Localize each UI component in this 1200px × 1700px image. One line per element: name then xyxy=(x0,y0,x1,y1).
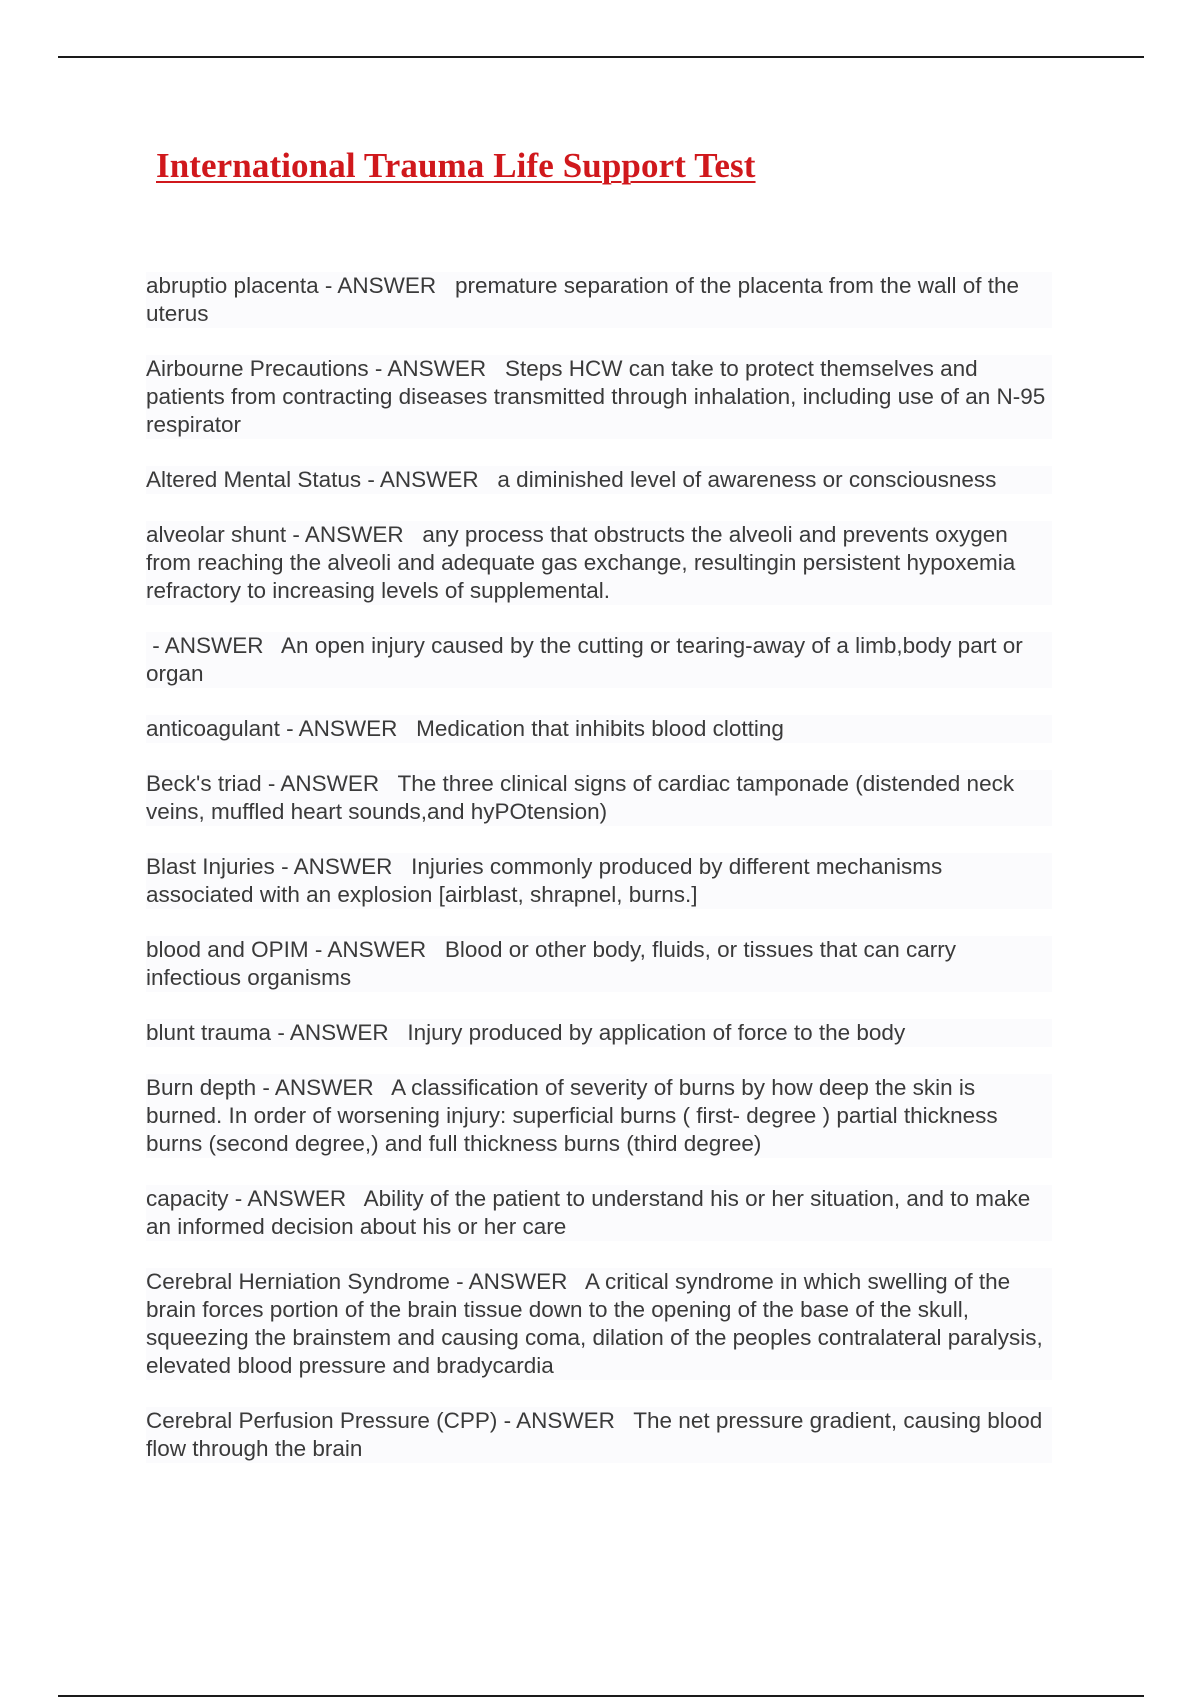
definition: A critical syndrome in which swelling of the brain forces portion of the brain tissue down to the opening of the base of the skull, squeezing the brainstem and causing coma, dilation of the peoples contralateral paralysis, elevated blood pressure and bradycardia xyxy=(146,1269,1043,1378)
definition: Injury produced by application of force to the body xyxy=(407,1020,906,1045)
separator: - xyxy=(318,273,338,298)
list-item xyxy=(146,715,1052,743)
list-item xyxy=(146,1185,1052,1241)
definition: Blood or other body, fluids, or tissues that can carry infectious organisms xyxy=(146,937,956,990)
list-item xyxy=(146,936,1052,992)
answer-label: ANSWER xyxy=(379,467,479,492)
answer-label: ANSWER xyxy=(337,273,437,298)
separator: - xyxy=(261,771,281,796)
separator: - xyxy=(286,522,305,547)
separator: - xyxy=(279,716,299,741)
definition: Injuries commonly produced by different mechanisms associated with an explosion [airblast, shrapnel, burns.] xyxy=(146,854,943,907)
term: blunt trauma xyxy=(146,1020,272,1045)
definition: An open injury caused by the cutting or tearing-away of a limb,body part or organ xyxy=(146,633,1023,686)
separator: - xyxy=(308,937,328,962)
definition: The net pressure gradient, causing blood flow through the brain xyxy=(146,1408,1043,1461)
answer-label: ANSWER xyxy=(304,522,404,547)
list-item xyxy=(146,1407,1052,1463)
separator: - xyxy=(449,1269,469,1294)
term: Cerebral Herniation Syndrome xyxy=(146,1269,450,1294)
answer-label: ANSWER xyxy=(516,1408,615,1433)
definition: The three clinical signs of cardiac tamponade (distended neck veins, muffled heart sounds,and hyPOtension) xyxy=(146,771,1015,824)
list-item xyxy=(146,272,1052,328)
flashcard-list xyxy=(146,272,1052,1490)
term: anticoagulant xyxy=(146,716,280,741)
term: Burn depth xyxy=(146,1075,257,1100)
term: blood and OPIM xyxy=(146,937,309,962)
separator: - xyxy=(368,356,388,381)
separator: - xyxy=(146,633,165,658)
list-item xyxy=(146,1074,1052,1158)
term: Beck's triad xyxy=(146,771,262,796)
term: Airbourne Precautions xyxy=(146,356,369,381)
list-item xyxy=(146,1019,1052,1047)
answer-label: ANSWER xyxy=(387,356,487,381)
term: capacity xyxy=(146,1186,229,1211)
answer-label: ANSWER xyxy=(247,1186,347,1211)
answer-label: ANSWER xyxy=(293,854,393,879)
definition: Medication that inhibits blood clotting xyxy=(416,716,784,741)
separator: - xyxy=(497,1408,517,1433)
list-item xyxy=(146,521,1052,605)
definition: A classification of severity of burns by how deep the skin is burned. In order of worsening injury: superficial burns ( first- degree ) partial thickness burns (second degree,) and full thickness burns (third degree) xyxy=(146,1075,998,1156)
answer-label: ANSWER xyxy=(298,716,398,741)
list-item xyxy=(146,466,1052,494)
document-title: International Trauma Life Support Test xyxy=(156,146,756,185)
separator: - xyxy=(256,1075,275,1100)
answer-label: ANSWER xyxy=(468,1269,568,1294)
definition: premature separation of the placenta from the wall of the uterus xyxy=(146,273,1020,326)
separator: - xyxy=(228,1186,248,1211)
term: alveolar shunt xyxy=(146,522,287,547)
term: Blast Injuries xyxy=(146,854,275,879)
answer-label: ANSWER xyxy=(280,771,380,796)
list-item xyxy=(146,853,1052,909)
term: Cerebral Perfusion Pressure (CPP) xyxy=(146,1408,498,1433)
term: abruptio placenta xyxy=(146,273,319,298)
definition: any process that obstructs the alveoli and prevents oxygen from reaching the alveoli and adequate gas exchange, resultingin persistent hypoxemia refractory to increasing levels of supplemental. xyxy=(146,522,1016,603)
answer-label: ANSWER xyxy=(164,633,264,658)
separator: - xyxy=(271,1020,290,1045)
answer-label: ANSWER xyxy=(289,1020,389,1045)
list-item xyxy=(146,355,1052,439)
definition: Ability of the patient to understand his or her situation, and to make an informed decision about his or her care xyxy=(146,1186,1031,1239)
list-item xyxy=(146,632,1052,688)
definition: a diminished level of awareness or consciousness xyxy=(497,467,997,492)
separator: - xyxy=(361,467,380,492)
list-item xyxy=(146,1268,1052,1380)
definition: Steps HCW can take to protect themselves and patients from contracting diseases transmitted through inhalation, including use of an N-95 respirator xyxy=(146,356,1046,437)
answer-label: ANSWER xyxy=(327,937,427,962)
top-rule xyxy=(58,56,1144,58)
term: Altered Mental Status xyxy=(146,467,362,492)
separator: - xyxy=(274,854,294,879)
bottom-rule xyxy=(58,1695,1144,1697)
list-item xyxy=(146,770,1052,826)
answer-label: ANSWER xyxy=(274,1075,374,1100)
